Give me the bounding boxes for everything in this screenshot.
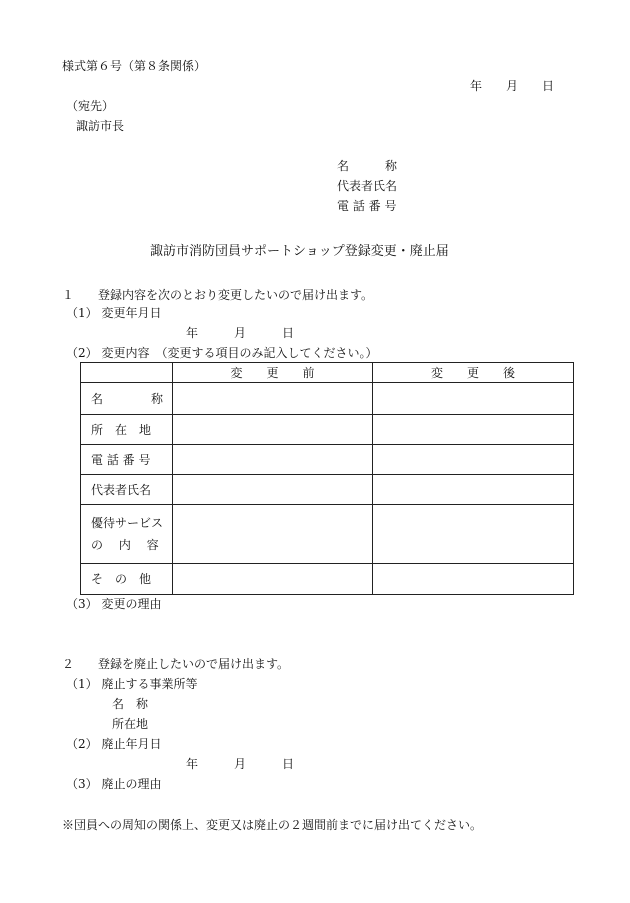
before-cell[interactable] — [173, 475, 373, 505]
before-cell[interactable] — [173, 505, 373, 564]
column-after: 変 更 後 — [373, 363, 574, 383]
change-content-label: （2） 変更内容 （変更する項目のみ記入してください。） — [66, 346, 378, 360]
closing-date-label: （2） 廃止年月日 — [66, 737, 162, 751]
table-row — [81, 415, 574, 445]
notice-text: ※団員への周知の関係上、変更又は廃止の２週間前までに届け出てください。 — [62, 818, 483, 832]
table-row — [81, 383, 574, 415]
applicant-name-label: 名 称 — [337, 159, 398, 173]
change-reason-label: （3） 変更の理由 — [66, 597, 162, 611]
document-title: 諏訪市消防団員サポートショップ登録変更・廃止届 — [150, 244, 449, 259]
table-row — [81, 505, 574, 564]
table-row — [81, 564, 574, 595]
form-number: 様式第６号（第８条関係） — [62, 59, 207, 73]
row-label-other: そ の 他 — [81, 564, 173, 595]
after-cell[interactable] — [373, 415, 574, 445]
row-label-name: 名 称 — [81, 383, 173, 415]
after-cell[interactable] — [373, 505, 574, 564]
addressee: 諏訪市長 — [76, 119, 125, 133]
section2-heading: ２ 登録を廃止したいので届け出ます。 — [62, 657, 290, 671]
table-header-blank — [81, 363, 173, 383]
closing-name-label: 名 称 — [112, 697, 149, 711]
closing-address-label: 所在地 — [112, 717, 149, 731]
change-date-value: 年 月 日 — [186, 326, 295, 340]
row-label-address: 所 在 地 — [81, 415, 173, 445]
table-row — [81, 445, 574, 475]
applicant-representative-label: 代表者氏名 — [337, 179, 398, 193]
after-cell[interactable] — [373, 564, 574, 595]
closing-reason-label: （3） 廃止の理由 — [66, 777, 162, 791]
before-cell[interactable] — [173, 445, 373, 475]
addressee-label: （宛先） — [66, 99, 115, 113]
closing-office-label: （1） 廃止する事業所等 — [66, 677, 198, 691]
table-row — [81, 475, 574, 505]
closing-date-value: 年 月 日 — [186, 757, 295, 771]
change-date-label: （1） 変更年月日 — [66, 306, 162, 320]
submission-date: 年 月 日 — [470, 79, 555, 93]
row-label-representative: 代表者氏名 — [81, 475, 173, 505]
applicant-phone-label: 電 話 番 号 — [337, 199, 397, 213]
before-cell[interactable] — [173, 415, 373, 445]
after-cell[interactable] — [373, 383, 574, 415]
section1-heading: １ 登録内容を次のとおり変更したいので届け出ます。 — [62, 288, 374, 302]
after-cell[interactable] — [373, 475, 574, 505]
column-before: 変 更 前 — [173, 363, 373, 383]
table-header-row — [81, 363, 574, 383]
row-label-service: 優待サービス の 内 容 — [81, 505, 173, 564]
after-cell[interactable] — [373, 445, 574, 475]
change-content-table — [80, 362, 574, 595]
before-cell[interactable] — [173, 383, 373, 415]
before-cell[interactable] — [173, 564, 373, 595]
row-label-phone: 電 話 番 号 — [81, 445, 173, 475]
